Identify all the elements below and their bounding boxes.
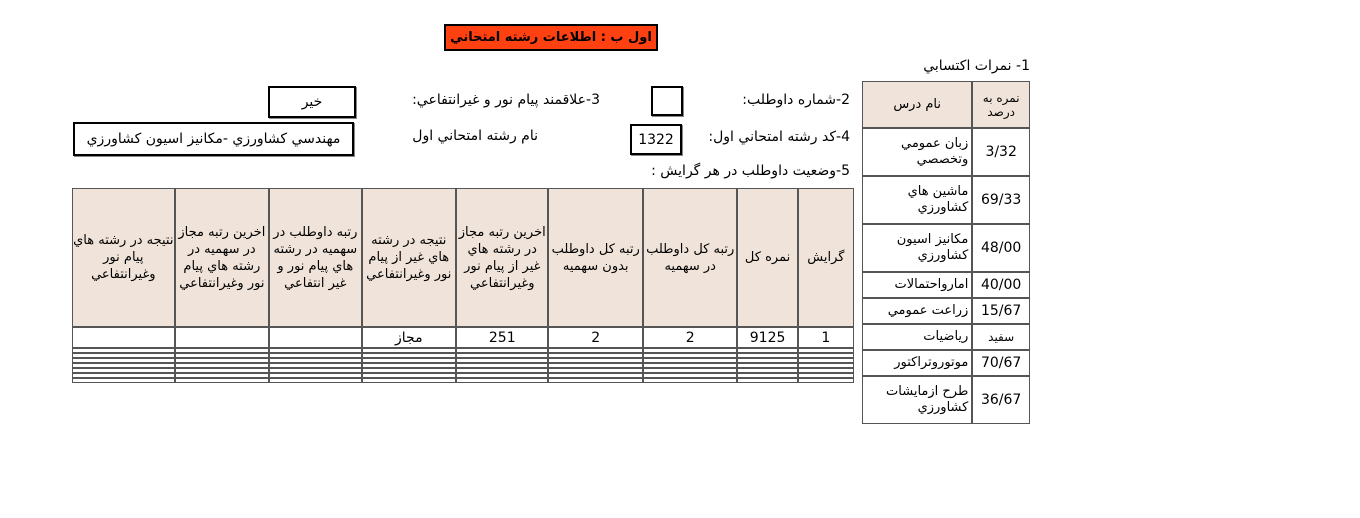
major-name-field[interactable]: مهندسي كشاورزي -مكانيز اسيون كشاورزي	[73, 122, 354, 156]
course-name: زراعت عمومي	[862, 298, 972, 324]
header-result-payamnoor: نتيجه در رشته هاي پيام نور وغيرانتفاعي	[72, 188, 175, 327]
header-rank-payamnoor: رتبه داوطلب در سهميه در رشته هاي پيام نور و غير انتفاعي	[269, 188, 361, 327]
exam-code-field[interactable]: 1322	[630, 124, 682, 155]
table-row	[862, 272, 1030, 298]
table-row	[72, 327, 854, 348]
table-row	[862, 176, 1030, 224]
table-row	[862, 324, 1030, 350]
empty-row	[72, 378, 854, 383]
table-row	[862, 224, 1030, 272]
table-row	[862, 128, 1030, 176]
grade-value: 70/67	[972, 350, 1030, 376]
header-last-rank-regular: اخرين رتبه مجاز در رشته هاي غير از پيام نور وغيرانتفاعي	[456, 188, 548, 327]
table-row	[862, 376, 1030, 424]
course-name: رياضيات	[862, 324, 972, 350]
candidate-number-label: 2-شماره داوطلب:	[742, 92, 850, 108]
grade-value: 36/67	[972, 376, 1030, 424]
cell-total-score: 9125	[737, 327, 797, 348]
grade-value: 40/00	[972, 272, 1030, 298]
grades-header-percent: نمره به درصد	[972, 81, 1030, 128]
table-row	[862, 350, 1030, 376]
cell-result-payamnoor	[72, 327, 175, 348]
cell-rank-payamnoor	[269, 327, 361, 348]
major-name-label: نام رشته امتحاني اول	[412, 128, 538, 144]
header-result-regular: نتيجه در رشته هاي غير از پيام نور وغيرانتفاعي	[362, 188, 456, 327]
interest-label: 3-علاقمند پيام نور و غيرانتفاعي:	[412, 92, 600, 108]
status-table	[72, 188, 854, 383]
page-title: اول ب : اطلاعات رشته امتحاني	[444, 24, 658, 51]
cell-last-rank-payamnoor	[175, 327, 269, 348]
interest-field[interactable]: خير	[268, 86, 356, 118]
course-name: طرح ازمايشات كشاورزي	[862, 376, 972, 424]
grade-value: 69/33	[972, 176, 1030, 224]
header-rank-no-quota: رتبه كل داوطلب بدون سهميه	[548, 188, 642, 327]
course-name: امارواحتمالات	[862, 272, 972, 298]
cell-orientation: 1	[798, 327, 854, 348]
grade-value: سفيد	[972, 324, 1030, 350]
cell-rank-quota: 2	[643, 327, 737, 348]
grade-value: 15/67	[972, 298, 1030, 324]
course-name: زبان عمومي وتخصصي	[862, 128, 972, 176]
cell-rank-no-quota: 2	[548, 327, 642, 348]
grades-header-course: نام درس	[862, 81, 972, 128]
course-name: مكانيز اسيون كشاورزي	[862, 224, 972, 272]
exam-code-label: 4-كد رشته امتحاني اول:	[708, 129, 850, 145]
grade-value: 3/32	[972, 128, 1030, 176]
grades-table	[862, 81, 1030, 424]
cell-result-regular: مجاز	[362, 327, 456, 348]
header-last-rank-payamnoor: اخرين رتبه مجاز در سهميه در رشته هاي پيام نور وغيرانتفاعي	[175, 188, 269, 327]
course-name: موتوروتراكتور	[862, 350, 972, 376]
header-total-score: نمره كل	[737, 188, 797, 327]
table-row	[862, 298, 1030, 324]
grade-value: 48/00	[972, 224, 1030, 272]
candidate-number-field[interactable]	[651, 86, 683, 116]
header-orientation: گرايش	[798, 188, 854, 327]
header-rank-quota: رتبه كل داوطلب در سهميه	[643, 188, 737, 327]
status-section-label: 5-وضعيت داوطلب در هر گرايش :	[651, 163, 850, 179]
course-name: ماشين هاي كشاورزي	[862, 176, 972, 224]
grades-section-label: 1- نمرات اكتسابي	[923, 58, 1030, 74]
cell-last-rank-regular: 251	[456, 327, 548, 348]
